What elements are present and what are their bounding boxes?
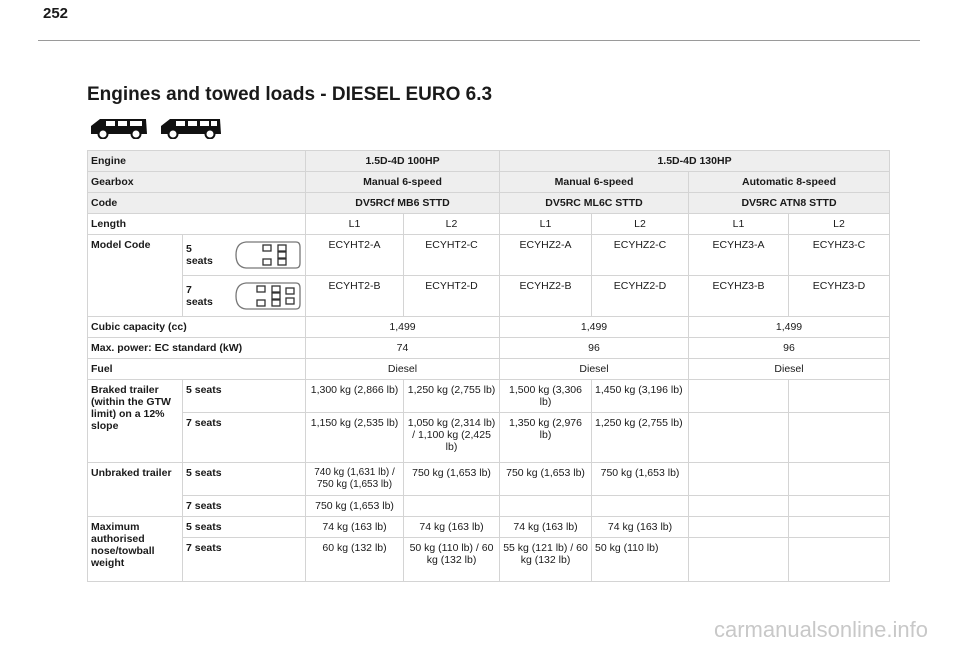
watermark-footer: carmanualsonline.info [713,617,928,642]
code-cell: DV5RC ATN8 STTD [689,193,890,214]
cubic-capacity-row [88,317,890,338]
seats-label: 5 seats [183,517,306,538]
seat-layout-7-icon [234,280,302,312]
nose-weight-cell: 50 kg (110 lb) / 60 kg (132 lb) [404,538,500,582]
max-power-cell: 96 [500,338,689,359]
seats-label: 5 seats [183,380,306,413]
nose-weight-cell: 74 kg (163 lb) [306,517,404,538]
cubic-capacity-cell: 1,499 [689,317,890,338]
model-code-7-row [88,276,890,317]
header-divider [38,40,920,41]
seats-label: 7 seats [183,413,306,463]
nose-weight-7-row [88,538,890,582]
engine-130hp: 1.5D-4D 130HP [500,151,890,172]
nose-weight-cell [789,517,890,538]
braked-cell: 1,500 kg (3,306 lb) [500,380,592,413]
length-cell: L2 [592,214,689,235]
seats-7-label: 7 seats [186,284,213,308]
braked-cell: 1,450 kg (3,196 lb) [592,380,689,413]
nose-weight-label: Maximum authorised nose/towball weight [88,517,183,582]
fuel-cell: Diesel [500,359,689,380]
braked-cell: 1,250 kg (2,755 lb) [592,413,689,463]
nose-weight-cell [689,517,789,538]
model-code-cell: ECYHZ3-C [789,235,890,276]
gearbox-row [88,172,890,193]
unbraked-cell [592,496,689,517]
cubic-capacity-cell: 1,499 [306,317,500,338]
code-label: Code [88,193,306,214]
unbraked-cell: 750 kg (1,653 lb) [500,463,592,496]
unbraked-cell [789,463,890,496]
engine-towed-loads-table [87,150,890,582]
braked-cell [789,380,890,413]
seats-5-cell [183,235,306,276]
unbraked-7-row [88,496,890,517]
engine-100hp: 1.5D-4D 100HP [306,151,500,172]
nose-weight-cell [689,538,789,582]
nose-weight-cell: 60 kg (132 lb) [306,538,404,582]
engine-row [88,151,890,172]
length-cell: L2 [789,214,890,235]
model-code-cell: ECYHZ2-D [592,276,689,317]
length-cell: L1 [306,214,404,235]
max-power-cell: 96 [689,338,890,359]
model-code-cell: ECYHZ3-A [689,235,789,276]
braked-cell: 1,350 kg (2,976 lb) [500,413,592,463]
nose-weight-cell: 50 kg (110 lb) [592,538,689,582]
fuel-cell: Diesel [689,359,890,380]
model-code-label: Model Code [88,235,183,317]
gearbox-cell: Manual 6-speed [306,172,500,193]
unbraked-trailer-label: Unbraked trailer [88,463,183,517]
max-power-row [88,338,890,359]
max-power-label: Max. power: EC standard (kW) [88,338,306,359]
model-code-cell: ECYHT2-C [404,235,500,276]
unbraked-cell [689,496,789,517]
nose-weight-cell [789,538,890,582]
page-title: Engines and towed loads - DIESEL EURO 6.3 [87,84,493,105]
nose-weight-cell: 74 kg (163 lb) [500,517,592,538]
unbraked-cell: 750 kg (1,653 lb) [592,463,689,496]
nose-weight-cell: 55 kg (121 lb) / 60 kg (132 lb) [500,538,592,582]
model-code-cell: ECYHZ2-B [500,276,592,317]
model-code-cell: ECYHZ3-D [789,276,890,317]
length-label: Length [88,214,306,235]
nose-weight-cell: 74 kg (163 lb) [592,517,689,538]
braked-cell [689,380,789,413]
unbraked-cell: 740 kg (1,631 lb) / 750 kg (1,653 lb) [306,463,404,496]
length-row [88,214,890,235]
braked-cell: 1,150 kg (2,535 lb) [306,413,404,463]
nose-weight-cell: 74 kg (163 lb) [404,517,500,538]
gearbox-cell: Manual 6-speed [500,172,689,193]
model-code-cell: ECYHZ2-A [500,235,592,276]
seats-label: 7 seats [183,496,306,517]
fuel-label: Fuel [88,359,306,380]
braked-7-row [88,413,890,463]
seat-layout-5-icon [234,239,302,271]
seats-label: 7 seats [183,538,306,582]
van-short-icon [88,115,150,139]
gearbox-label: Gearbox [88,172,306,193]
unbraked-cell: 750 kg (1,653 lb) [404,463,500,496]
seats-7-cell [183,276,306,317]
braked-trailer-label: Braked trailer (within the GTW limit) on a 12% slope [88,380,183,463]
length-cell: L2 [404,214,500,235]
unbraked-cell [689,463,789,496]
seats-5-label: 5 seats [186,243,213,267]
code-row [88,193,890,214]
unbraked-5-row [88,463,890,496]
model-code-5-row [88,235,890,276]
unbraked-cell: 750 kg (1,653 lb) [306,496,404,517]
vehicle-icons [88,115,222,139]
engine-label: Engine [88,151,306,172]
unbraked-cell [789,496,890,517]
cubic-capacity-label: Cubic capacity (cc) [88,317,306,338]
braked-cell: 1,050 kg (2,314 lb) / 1,100 kg (2,425 lb) [404,413,500,463]
model-code-cell: ECYHT2-D [404,276,500,317]
van-long-icon [160,115,222,139]
length-cell: L1 [689,214,789,235]
braked-5-row [88,380,890,413]
model-code-cell: ECYHZ3-B [689,276,789,317]
braked-cell: 1,250 kg (2,755 lb) [404,380,500,413]
length-cell: L1 [500,214,592,235]
code-cell: DV5RCf MB6 STTD [306,193,500,214]
code-cell: DV5RC ML6C STTD [500,193,689,214]
model-code-cell: ECYHZ2-C [592,235,689,276]
max-power-cell: 74 [306,338,500,359]
braked-cell [689,413,789,463]
unbraked-cell [500,496,592,517]
model-code-cell: ECYHT2-A [306,235,404,276]
fuel-cell: Diesel [306,359,500,380]
seats-label: 5 seats [183,463,306,496]
braked-cell [789,413,890,463]
gearbox-cell: Automatic 8-speed [689,172,890,193]
nose-weight-5-row [88,517,890,538]
unbraked-cell [404,496,500,517]
page-number: 252 [43,5,69,22]
braked-cell: 1,300 kg (2,866 lb) [306,380,404,413]
cubic-capacity-cell: 1,499 [500,317,689,338]
fuel-row [88,359,890,380]
model-code-cell: ECYHT2-B [306,276,404,317]
